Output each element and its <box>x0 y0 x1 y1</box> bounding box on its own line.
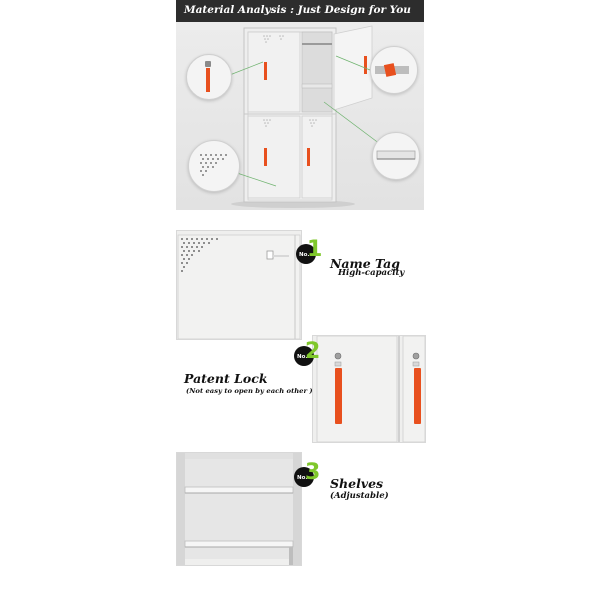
badge-1-prefix: No. <box>299 252 310 258</box>
feature-1-subtitle: High-capacity <box>338 268 405 278</box>
badge-2-prefix: No. <box>297 354 308 360</box>
shelves-photo <box>176 452 302 566</box>
badge-3-number: 3 <box>305 460 321 485</box>
feature-3-subtitle: (Adjustable) <box>330 491 389 501</box>
banner-title: Material Analysis : Just Design for You <box>184 4 411 16</box>
feature-1-title: Name Tag <box>330 256 401 271</box>
patent-lock-photo <box>312 335 426 443</box>
zoom-lock-detail <box>186 54 232 100</box>
zoom-vent-detail <box>188 140 240 192</box>
hero-product-image <box>176 22 424 210</box>
banner <box>176 0 424 22</box>
name-tag-photo <box>176 230 302 340</box>
badge-3-prefix: No. <box>297 475 308 481</box>
badge-2-number: 2 <box>305 339 321 364</box>
feature-3-title: Shelves <box>330 476 384 491</box>
zoom-shelf-detail <box>372 132 420 180</box>
zoom-handle-detail <box>370 46 418 94</box>
feature-2-subtitle: (Not easy to open by each other ) <box>186 387 313 395</box>
badge-1-number: 1 <box>307 237 323 262</box>
feature-2-title: Patent Lock <box>184 371 268 386</box>
